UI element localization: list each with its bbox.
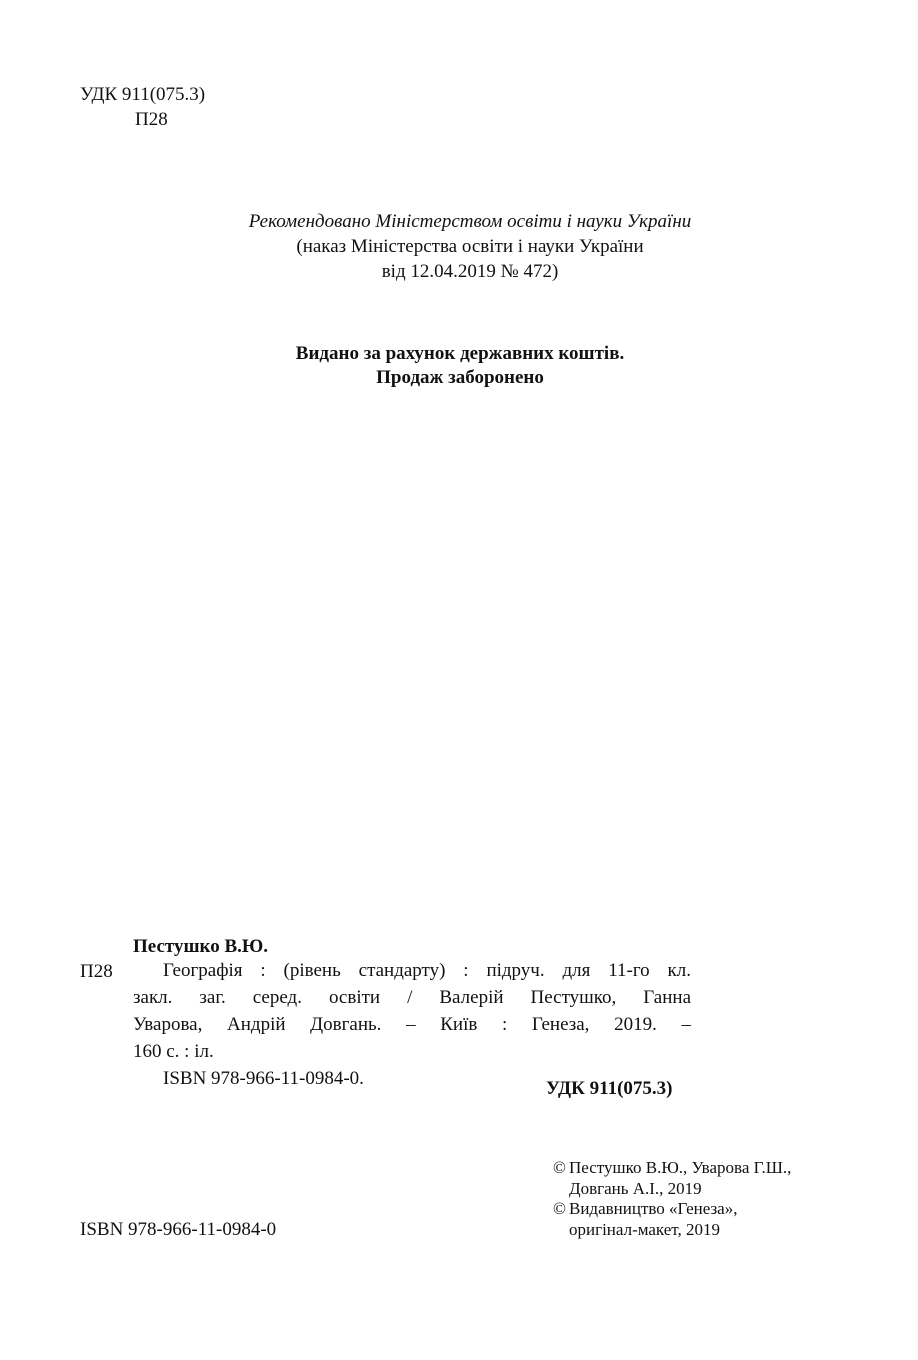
state-funds-notice (160, 342, 760, 390)
copyright-text: Видавництво «Генеза», (569, 1199, 738, 1219)
recommendation-line-3: від 12.04.2019 № 472) (381, 261, 559, 283)
notice-line-2: Продаж заборонено (376, 366, 544, 388)
copyright-entry-1 (553, 1158, 791, 1179)
copyright-entry-2 (553, 1199, 791, 1220)
recommendation-line-1: Рекомендовано Міністерством освіти і науки України (248, 211, 692, 232)
catalog-udk: УДК 911(075.3) (546, 1078, 673, 1099)
footer-isbn: ISBN 978-966-11-0984-0 (80, 1219, 277, 1240)
copyright-entry-1-cont (553, 1179, 791, 1200)
copyright-text: Пестушко В.Ю., Уварова Г.Ш., (569, 1158, 792, 1177)
catalog-author: Пестушко В.Ю. (133, 936, 269, 957)
catalog-isbn: ISBN 978-966-11-0984-0. (163, 1067, 364, 1089)
udk-header: УДК 911(075.3) (80, 84, 206, 105)
copyright-entry-2-cont (553, 1220, 791, 1241)
classification-code: П28 (135, 109, 168, 130)
catalog-desc-line-3: Уварова, Андрій Довгань. – Київ : Генеза, 2019. – (133, 1013, 691, 1035)
recommendation-line-2: (наказ Міністерства освіти і науки України (296, 236, 644, 258)
catalog-desc-line-2: закл. заг. серед. освіти / Валерій Пестушко, Ганна (133, 986, 691, 1008)
catalog-desc-line-4: 160 с. : іл. (133, 1040, 214, 1062)
copyright-symbol: © (553, 1158, 566, 1177)
catalog-description (133, 958, 691, 1093)
copyright-block (553, 1158, 791, 1241)
copyright-text: Довгань А.І., 2019 (569, 1178, 702, 1198)
catalog-desc-line-1: Географія : (рівень стандарту) : підруч. для 11-го кл. (163, 960, 691, 981)
notice-line-1: Видано за рахунок державних коштів. (295, 343, 625, 364)
copyright-text: оригінал-макет, 2019 (569, 1220, 720, 1240)
ministry-recommendation (160, 209, 780, 284)
catalog-code: П28 (80, 961, 113, 982)
copyright-symbol: © (553, 1199, 566, 1219)
